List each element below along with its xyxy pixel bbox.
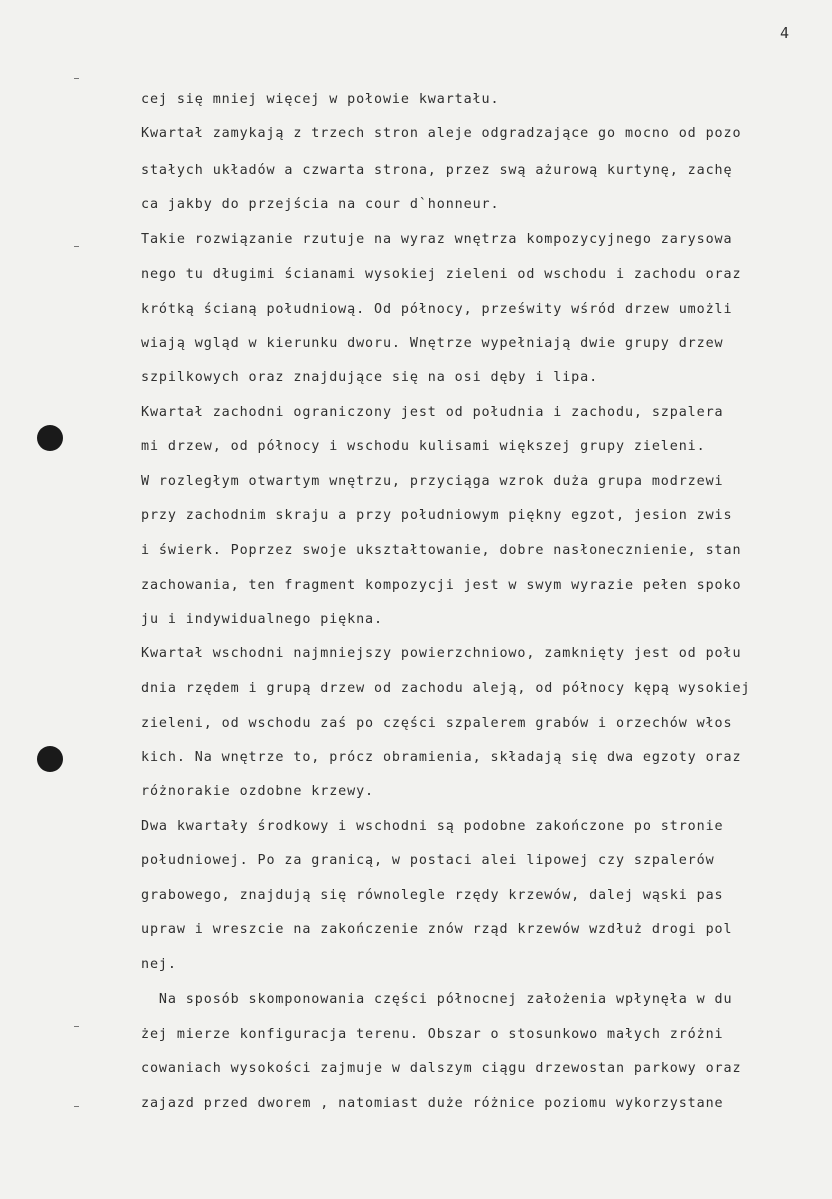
text-line: południowej. Po za granicą, w postaci alei lipowej czy szpalerów bbox=[141, 853, 715, 868]
punch-hole bbox=[37, 425, 63, 451]
text-line: zieleni, od wschodu zaś po części szpalerem grabów i orzechów włos bbox=[141, 716, 733, 731]
margin-mark bbox=[74, 1106, 79, 1107]
text-line: różnorakie ozdobne krzewy. bbox=[141, 784, 375, 799]
text-line: przy zachodnim skraju a przy południowym piękny egzot, jesion zwis bbox=[141, 508, 733, 523]
text-line: Takie rozwiązanie rzutuje na wyraz wnętrza kompozycyjnego zarysowa bbox=[141, 232, 733, 247]
margin-mark bbox=[74, 78, 79, 79]
text-line: ca jakby do przejścia na cour d`honneur. bbox=[141, 197, 500, 212]
text-line: szpilkowych oraz znajdujące się na osi dęby i lipa. bbox=[141, 370, 599, 385]
text-line: zajazd przed dworem , natomiast duże różnice poziomu wykorzystane bbox=[141, 1096, 724, 1111]
text-line: mi drzew, od północy i wschodu kulisami większej grupy zieleni. bbox=[141, 439, 706, 454]
text-line: wiają wgląd w kierunku dworu. Wnętrze wypełniają dwie grupy drzew bbox=[141, 336, 724, 351]
margin-mark bbox=[74, 246, 79, 247]
text-line: Kwartał zachodni ograniczony jest od południa i zachodu, szpalera bbox=[141, 405, 724, 420]
text-line: stałych układów a czwarta strona, przez swą ażurową kurtynę, zachę bbox=[141, 163, 733, 178]
text-line: cowaniach wysokości zajmuje w dalszym ciągu drzewostan parkowy oraz bbox=[141, 1061, 742, 1076]
page-number: 4 bbox=[780, 24, 790, 42]
text-line: cej się mniej więcej w połowie kwartału. bbox=[141, 92, 500, 107]
text-line: nego tu długimi ścianami wysokiej zieleni od wschodu i zachodu oraz bbox=[141, 267, 742, 282]
text-line: ju i indywidualnego piękna. bbox=[141, 612, 383, 627]
text-line: żej mierze konfiguracja terenu. Obszar o stosunkowo małych zróżni bbox=[141, 1027, 724, 1042]
text-line: nej. bbox=[141, 957, 177, 972]
punch-hole bbox=[37, 746, 63, 772]
text-line: kich. Na wnętrze to, prócz obramienia, składają się dwa egzoty oraz bbox=[141, 750, 742, 765]
text-line: i świerk. Poprzez swoje ukształtowanie, dobre nasłonecznienie, stan bbox=[141, 543, 742, 558]
text-line: krótką ścianą południową. Od północy, prześwity wśród drzew umożli bbox=[141, 302, 733, 317]
text-line: W rozległym otwartym wnętrzu, przyciąga wzrok duża grupa modrzewi bbox=[141, 474, 724, 489]
text-line: upraw i wreszcie na zakończenie znów rząd krzewów wzdłuż drogi pol bbox=[141, 922, 733, 937]
margin-mark bbox=[74, 1026, 79, 1027]
text-line: zachowania, ten fragment kompozycji jest w swym wyrazie pełen spoko bbox=[141, 578, 742, 593]
text-line: Kwartał wschodni najmniejszy powierzchniowo, zamknięty jest od połu bbox=[141, 646, 742, 661]
text-line: dnia rzędem i grupą drzew od zachodu aleją, od północy kępą wysokiej bbox=[141, 681, 751, 696]
text-line: Kwartał zamykają z trzech stron aleje odgradzające go mocno od pozo bbox=[141, 126, 742, 141]
text-line: grabowego, znajdują się równolegle rzędy krzewów, dalej wąski pas bbox=[141, 888, 724, 903]
text-line: Na sposób skomponowania części północnej założenia wpłynęła w du bbox=[141, 992, 733, 1007]
text-line: Dwa kwartały środkowy i wschodni są podobne zakończone po stronie bbox=[141, 819, 724, 834]
